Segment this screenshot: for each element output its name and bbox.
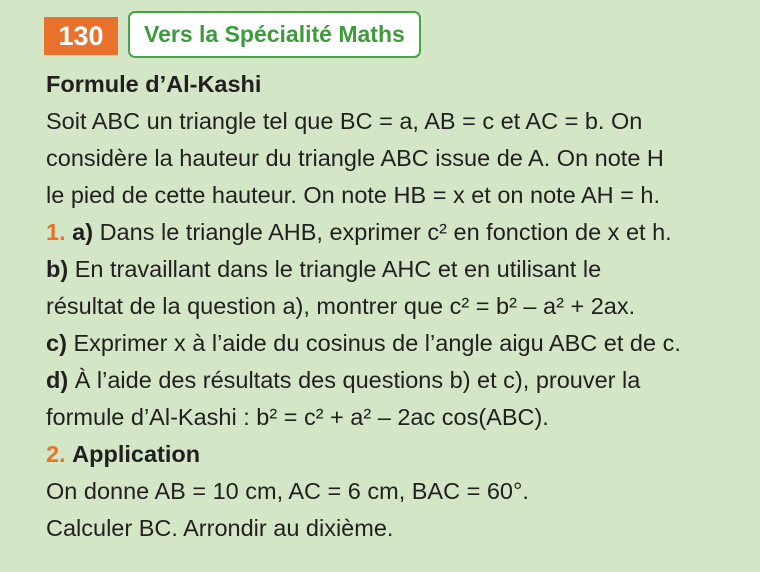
question-2-line-2: Calculer BC. Arrondir au dixième. [46, 515, 394, 541]
specialite-tag: Vers la Spécialité Maths [128, 11, 421, 58]
question-1b-label: b) [46, 256, 69, 282]
exercise-title: Formule d’Al-Kashi [46, 71, 262, 97]
question-2-number: 2. [46, 441, 66, 467]
question-1d-label: d) [46, 367, 69, 393]
question-1-number: 1. [46, 219, 66, 245]
question-1b-text-1: En travaillant dans le triangle AHC et en utilisant le [74, 256, 602, 282]
question-2-line-1: On donne AB = 10 cm, AC = 6 cm, BAC = 60°. [46, 478, 529, 504]
question-2-heading [46, 436, 736, 473]
question-1c [46, 325, 736, 362]
question-1b-line-2: résultat de la question a), montrer que c² = b² – a² + 2ax. [46, 293, 636, 319]
question-1a [46, 214, 736, 251]
question-1d-line-1 [46, 362, 736, 399]
question-1d-text-1: À l’aide des résultats des questions b) et c), prouver la [74, 367, 641, 393]
question-1c-label: c) [46, 330, 67, 356]
exercise-body [46, 66, 736, 547]
question-1a-text: Dans le triangle AHB, exprimer c² en fonction de x et h. [99, 219, 672, 245]
question-1b-line-1 [46, 251, 736, 288]
question-1d-line-2: formule d’Al-Kashi : b² = c² + a² – 2ac cos(ABC). [46, 404, 549, 430]
intro-line-1: Soit ABC un triangle tel que BC = a, AB = c et AC = b. On [46, 108, 643, 134]
intro-line-2: considère la hauteur du triangle ABC issue de A. On note H [46, 145, 664, 171]
question-2-title: Application [72, 441, 201, 467]
question-1a-label: a) [72, 219, 94, 245]
intro-line-3: le pied de cette hauteur. On note HB = x et on note AH = h. [46, 182, 661, 208]
question-1c-text: Exprimer x à l’aide du cosinus de l’angle aigu ABC et de c. [73, 330, 681, 356]
exercise-number-badge: 130 [44, 17, 118, 55]
